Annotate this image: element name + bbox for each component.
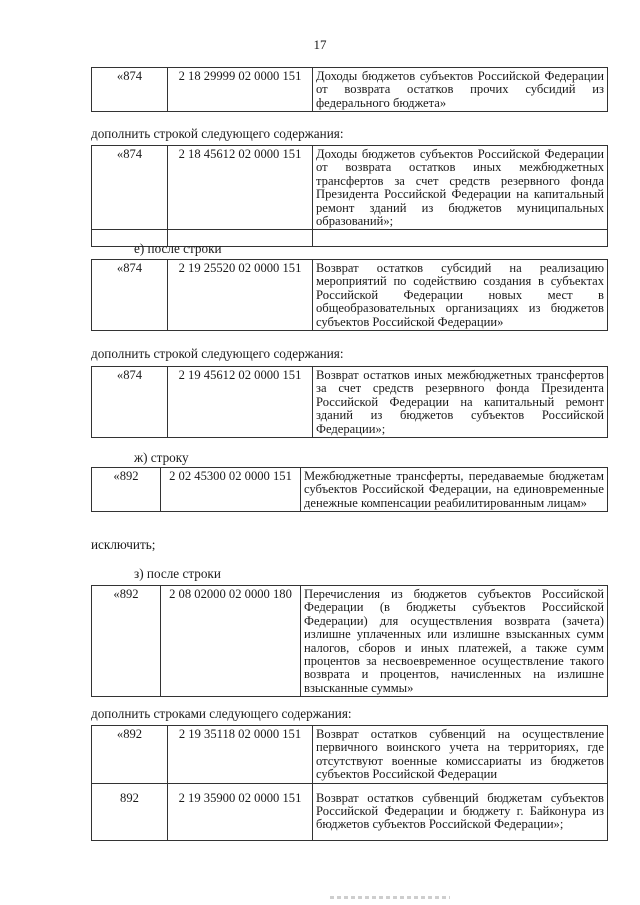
- description-cell: Возврат остатков иных межбюджетных трансфертов за счет средств резервного фонда Президента Российской Федерации на капитальный ремонт зданий из бюджетов субъектов Российской Федерации»;: [313, 367, 608, 438]
- budget-table-5: [91, 467, 608, 512]
- budget-table-7: [91, 725, 608, 841]
- table-row: [92, 468, 608, 512]
- description-cell: Доходы бюджетов субъектов Российской Федерации от возврата остатков прочих субсидий из федерального бюджета»: [313, 68, 608, 112]
- description-cell: Перечисления из бюджетов субъектов Российской Федерации (в бюджеты субъектов Российской Федерации) для осуществления возврата (зачета) излишне уплаченных или излишне взысканных сумм налогов, сборов и иных платежей, а также сумм процентов за несвоевременное осуществление такого возврата и процентов, начисленных на излишне взысканные суммы»: [301, 586, 608, 697]
- description-cell: Возврат остатков субвенций на осуществление первичного воинского учета на территориях, где отсутствуют военные комиссариаты из бюджетов субъектов Российской Федерации: [313, 726, 608, 784]
- description-cell: Возврат остатков субсидий на реализацию мероприятий по содействию создания в субъектах Российской Федерации новых мест в общеобразовательных организациях из бюджетов субъектов Российской Федерации»: [313, 260, 608, 331]
- budget-table-2: [91, 145, 608, 247]
- budget-table-3: [91, 259, 608, 331]
- budget-table-4: [91, 366, 608, 438]
- paragraph: исключить;: [91, 537, 156, 552]
- kbk-cell: 2 08 02000 02 0000 180: [161, 586, 301, 697]
- code-cell: «874: [92, 68, 168, 112]
- paragraph: дополнить строкой следующего содержания:: [91, 126, 344, 141]
- page-number: 17: [313, 37, 327, 52]
- budget-table-1: [91, 67, 608, 112]
- code-cell: «892: [92, 726, 168, 784]
- kbk-cell: 2 19 35900 02 0000 151: [168, 783, 313, 840]
- table-row: [92, 146, 608, 230]
- budget-table-6: [91, 585, 608, 697]
- code-cell: «874: [92, 367, 168, 438]
- paragraph: з) после строки: [134, 566, 221, 581]
- table-row: [92, 726, 608, 784]
- table-row: [92, 68, 608, 112]
- code-cell: 892: [92, 783, 168, 840]
- description-cell: Межбюджетные трансферты, передаваемые бюджетам субъектов Российской Федерации, на единовременные денежные компенсации реабилитированным лицам»: [301, 468, 608, 512]
- paragraph: е) после строки: [134, 241, 222, 256]
- kbk-cell: 2 19 45612 02 0000 151: [168, 367, 313, 438]
- paragraph: ж) строку: [134, 450, 189, 465]
- code-cell: «874: [92, 260, 168, 331]
- paragraph: дополнить строкой следующего содержания:: [91, 346, 344, 361]
- table-row: [92, 260, 608, 331]
- description-cell: Доходы бюджетов субъектов Российской Федерации от возврата остатков иных межбюджетных трансфертов за счет средств резервного фонда Президента Российской Федерации на капитальный ремонт зданий из бюджетов муниципальных образований»;: [313, 146, 608, 230]
- kbk-cell: 2 19 35118 02 0000 151: [168, 726, 313, 784]
- table-row: [92, 586, 608, 697]
- code-cell: «892: [92, 468, 161, 512]
- paragraph: дополнить строками следующего содержания:: [91, 706, 352, 721]
- table-row: [92, 367, 608, 438]
- kbk-cell: 2 19 25520 02 0000 151: [168, 260, 313, 331]
- kbk-cell: 2 02 45300 02 0000 151: [161, 468, 301, 512]
- scan-artifact: [330, 896, 450, 899]
- table-row: [92, 783, 608, 840]
- code-cell: «892: [92, 586, 161, 697]
- code-cell: «874: [92, 146, 168, 230]
- kbk-cell: 2 18 29999 02 0000 151: [168, 68, 313, 112]
- kbk-cell: 2 18 45612 02 0000 151: [168, 146, 313, 230]
- description-cell: Возврат остатков субвенций бюджетам субъектов Российской Федерации и бюджету г. Байконура из бюджетов субъектов Российской Федерации»;: [313, 783, 608, 840]
